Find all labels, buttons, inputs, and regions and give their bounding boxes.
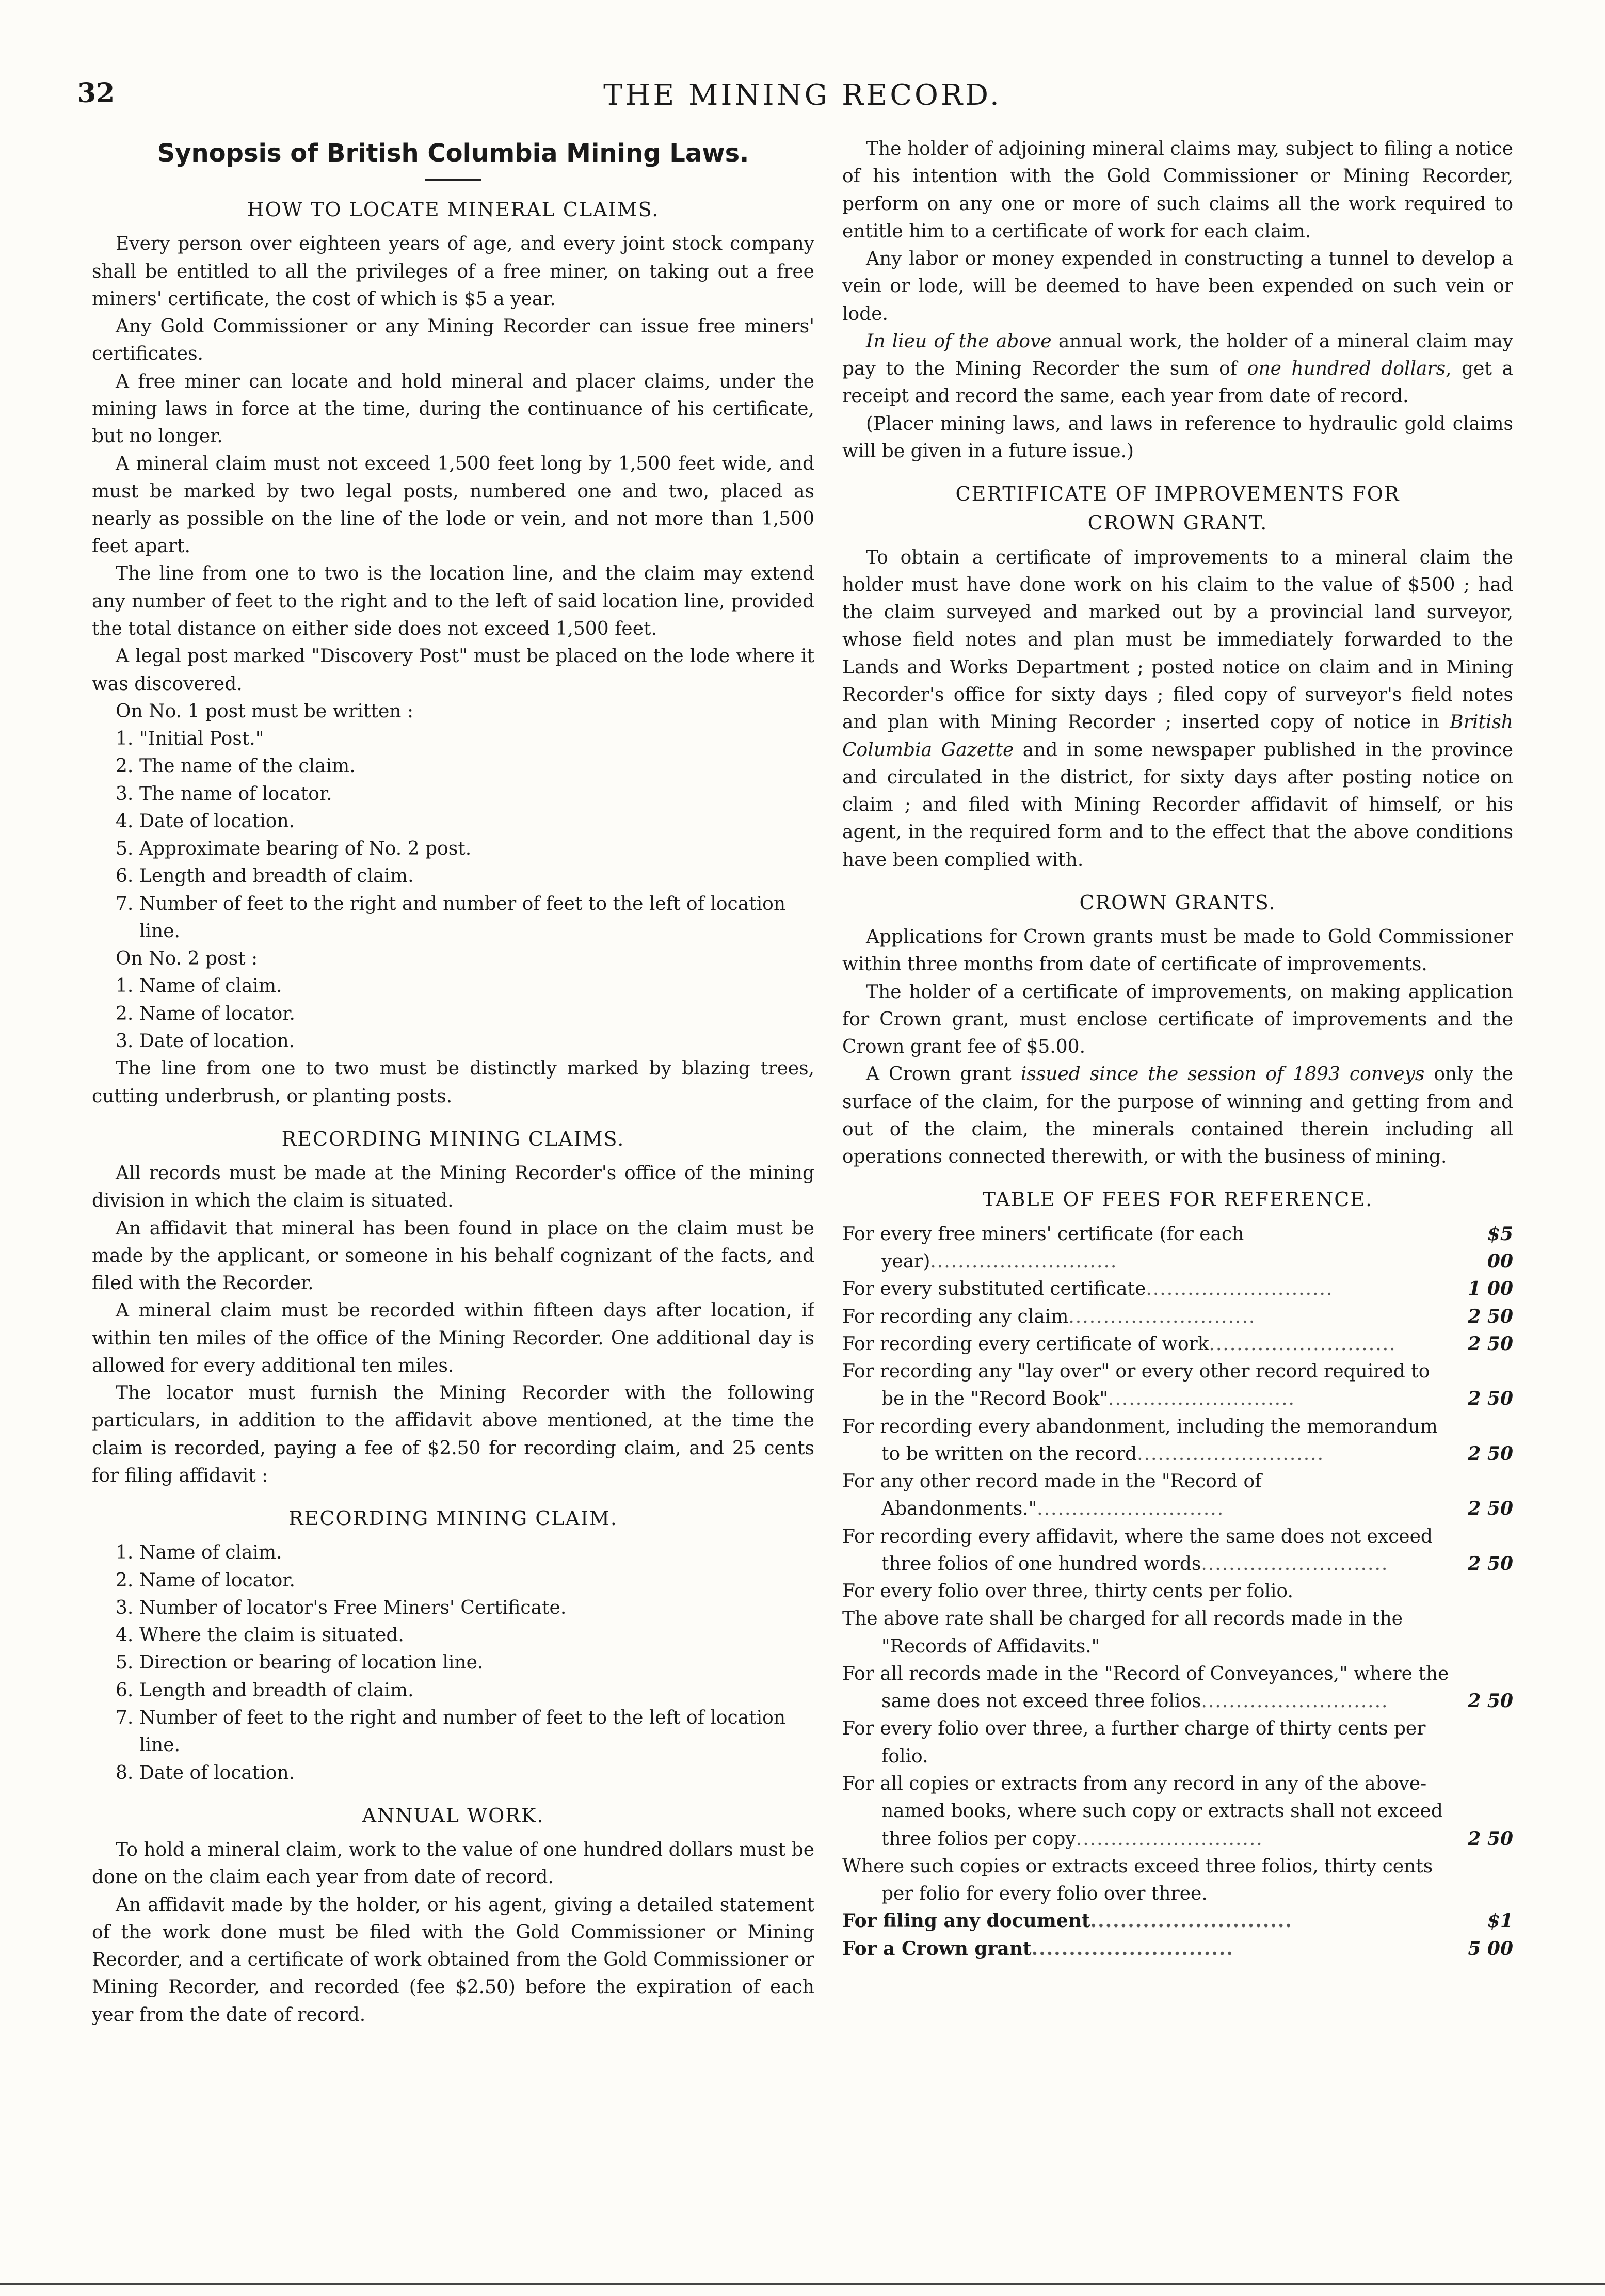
dot-leader: ........................... [1037,1498,1225,1520]
heading-annual-work: ANNUAL WORK. [362,1804,544,1827]
paragraph: A free miner can locate and hold mineral and placer claims, under the mining laws in force at the time, during the continuance of his certificate, but no longer. [92,371,814,447]
list-number: 1. [116,728,134,750]
list-number: 4. [116,810,134,832]
fee-amount: 1 00 [1468,1278,1513,1300]
fee-description-text: For recording any claim [842,1306,1069,1327]
list-text: Number of feet to the right and number of feet to the left of location line. [139,893,786,942]
fee-description-text: For recording every certificate of work [842,1333,1209,1355]
fee-description-text: For recording any "lay over" or every other record required to be in the "Record Book" [842,1361,1430,1410]
fee-row [842,1715,1513,1770]
list-item [92,1649,814,1676]
list-number: 2. [116,1003,134,1024]
heading-line: CROWN GRANT. [1087,511,1268,535]
fee-description [842,1221,1456,1276]
paragraph: Any Gold Commissioner or any Mining Recorder can issue free miners' certificates. [92,316,814,365]
list-number: 7. [116,1707,134,1729]
list-item [92,1704,814,1759]
list-item [92,725,814,752]
fee-description [842,1468,1456,1523]
fee-description-text: For filing any document [842,1910,1090,1932]
list-item [92,808,814,835]
list-item [92,1621,814,1649]
list-text: Where the claim is situated. [139,1625,404,1646]
page-number: 32 [77,77,115,109]
post2-intro: On No. 2 post : [116,948,258,970]
bottom-rule [0,2283,1605,2285]
heading-line: CERTIFICATE OF IMPROVEMENTS FOR [955,483,1400,506]
text: and in some newspaper published in the province and circulated in the district, for sixty days after posting notice on claim ; and filed with Mining Recorder affidavit of himself, or his agent, in the required form and to the effect that the above conditions have been complied with. [842,739,1513,871]
fee-description-text: For every folio over three, thirty cents per folio. [842,1581,1293,1602]
list-item [92,1677,814,1704]
text: To obtain a certificate of improvements to a mineral claim the holder must have done work on his claim to the value of $500 ; had the claim surveyed and marked out by a provincial land surveyor, whose field notes and plan must be immediately forwarded to the Lands and Works Department ; posted notice on claim and in Mining Recorder's office for sixty days ; filed copy of surveyor's field notes and plan with Mining Recorder ; inserted copy of notice in [842,547,1513,733]
list-text: Name of locator. [139,1003,295,1024]
fee-description [842,1358,1456,1413]
paragraph [842,328,1513,410]
fee-amount: 2 50 [1468,1827,1513,1850]
list-number: 3. [116,1030,134,1052]
paragraph: Every person over eighteen years of age, and every joint stock company shall be entitled to all the privileges of a free miner, on taking out a free miners' certificate, the cost of which is $5 a year. [92,233,814,310]
list-text: Approximate bearing of No. 2 post. [139,838,472,860]
paragraph: The line from one to two is the location line, and the claim may extend any number of feet to the right and to the left of said location line, provided the total distance on either side does not exceed 1,500 feet. [92,563,814,639]
paragraph: The locator must furnish the Mining Recorder with the following particulars, in addition to the affidavit above mentioned, at the time the claim is recorded, paying a fee of $2.50 for recording claim, and 25 cents for filing affidavit : [92,1383,814,1486]
fee-description-text: For every substituted certificate [842,1278,1146,1300]
dot-leader: ........................... [1146,1278,1334,1300]
dot-leader: ........................... [1031,1937,1234,1960]
fee-table [842,1221,1513,1963]
fee-row [842,1468,1513,1523]
fee-row [842,1358,1513,1413]
heading-recording: RECORDING MINING CLAIMS. [281,1127,625,1150]
fee-description-text: For all records made in the "Record of Conveyances," where the same does not exceed three folios [842,1663,1449,1712]
heading-crown-grants: CROWN GRANTS. [1079,891,1276,914]
fee-amount: 2 50 [1468,1498,1513,1520]
fee-description [842,1935,1456,1963]
list-item [92,1027,814,1055]
heading-recording-claim: RECORDING MINING CLAIM. [288,1507,618,1530]
fee-row [842,1935,1513,1963]
fee-description-text: For every folio over three, a further charge of thirty cents per folio. [842,1718,1426,1767]
list-number: 7. [116,893,134,914]
paragraph [842,544,1513,874]
list-text: Date of location. [139,810,295,832]
paragraph: An affidavit made by the holder, or his agent, giving a detailed statement of the work done must be filed with the Gold Commissioner or Mining Recorder, and a certificate of work obtained from the Gold Commissioner or Mining Recorder, and recorded (fee $2.50) before the expiration of each year from the date of record. [92,1894,814,2026]
post1-intro: On No. 1 post must be written : [116,700,414,722]
heading-locate: HOW TO LOCATE MINERAL CLAIMS. [247,198,660,221]
list-item [92,1594,814,1621]
fee-amount: 2 50 [1468,1332,1513,1355]
fee-description [842,1770,1456,1853]
fee-description-text: For all copies or extracts from any record in any of the above-named books, where such copy or extracts shall not exceed three folios per copy [842,1773,1443,1850]
article-title: Synopsis of British Columbia Mining Laws. [157,139,749,168]
list-number: 4. [116,1625,134,1646]
fee-row [842,1853,1513,1908]
fee-description-text: For every free miners' certificate (for each year) [842,1223,1244,1272]
list-number: 1. [116,975,134,997]
list-text: Number of feet to the right and number of feet to the left of location line. [139,1707,786,1756]
fee-amount: $5 00 [1487,1223,1513,1272]
paragraph: A mineral claim must be recorded within fifteen days after location, if within ten miles of the office of the Mining Recorder. One additional day is allowed for every additional ten miles. [92,1300,814,1376]
fee-row [842,1523,1513,1578]
fee-description [842,1715,1456,1770]
fee-description-text: The above rate shall be charged for all records made in the "Records of Affidavits." [842,1608,1403,1657]
list-text: Length and breadth of claim. [139,1679,414,1701]
list-number: 2. [116,1569,134,1591]
fee-row [842,1578,1513,1605]
text: , get a receipt and record the same, each year from date of record. [842,358,1513,407]
fee-amount: 2 50 [1468,1388,1513,1410]
heading-fees: TABLE OF FEES FOR REFERENCE. [982,1188,1373,1211]
list-number: 1. [116,1542,134,1564]
list-item [92,1567,814,1594]
list-number: 3. [116,783,134,805]
paragraph: Applications for Crown grants must be made to Gold Commissioner within three months from date of certificate of improvements. [842,926,1513,975]
fee-amount: 2 50 [1468,1552,1513,1575]
fee-description-text: For recording every abandonment, including the memorandum to be written on the record [842,1416,1438,1465]
fee-row [842,1660,1513,1715]
list-number: 5. [116,1652,134,1674]
placer-note: (Placer mining laws, and laws in reference to hydraulic gold claims will be given in a future issue.) [842,413,1513,462]
dot-leader: ........................... [1201,1553,1389,1575]
list-text: Name of locator. [139,1569,295,1591]
list-number: 3. [116,1597,134,1618]
fee-description [842,1578,1456,1605]
paragraph: The holder of a certificate of improvements, on making application for Crown grant, must enclose certificate of improvements and the Crown grant fee of $5.00. [842,981,1513,1058]
fee-description [842,1330,1456,1358]
italic-text: In lieu of the above [866,330,1052,352]
fee-row [842,1413,1513,1468]
fee-description-text: Where such copies or extracts exceed three folios, thirty cents per folio for every folio over three. [842,1855,1433,1905]
list-number: 6. [116,865,134,887]
list-item [92,1539,814,1566]
fee-row [842,1605,1513,1660]
fee-description-text: For recording every affidavit, where the same does not exceed three folios of one hundred words [842,1526,1433,1575]
paragraph: A legal post marked "Discovery Post" must be placed on the lode where it was discovered. [92,646,814,695]
list-number: 5. [116,838,134,860]
fee-row [842,1907,1513,1935]
right-column [842,135,1513,2229]
heading-certificate [842,479,1513,537]
list-text: The name of the claim. [139,756,356,777]
paragraph: To hold a mineral claim, work to the value of one hundred dollars must be done on the claim each year from date of record. [92,1839,814,1888]
fee-row [842,1303,1513,1330]
list-text: Name of claim. [139,1542,282,1564]
post1-list [92,725,814,945]
post2-list [92,972,814,1055]
fee-amount: $1 [1487,1910,1513,1932]
fee-description [842,1907,1456,1935]
fee-amount: 5 00 [1468,1937,1513,1960]
dot-leader: ........................... [1076,1828,1263,1850]
fee-description [842,1275,1456,1303]
title-rule [425,179,481,181]
list-item [92,1000,814,1027]
text: annual work, the holder of a mineral claim may pay to the Mining Recorder the sum of [842,330,1513,380]
paragraph: The line from one to two must be distinctly marked by blazing trees, cutting underbrush, or planting posts. [92,1058,814,1107]
fee-amount: 2 50 [1468,1305,1513,1327]
list-item [92,972,814,1000]
fee-description-text: For a Crown grant [842,1937,1032,1960]
dot-leader: ........................... [930,1250,1118,1272]
fee-amount: 2 50 [1468,1442,1513,1465]
paragraph: Any labor or money expended in constructing a tunnel to develop a vein or lode, will be deemed to have been expended on such vein or lode. [842,248,1513,325]
dot-leader: ........................... [1108,1388,1295,1410]
fee-description [842,1853,1456,1908]
dot-leader: ........................... [1201,1691,1389,1712]
list-number: 2. [116,756,134,777]
list-text: The name of locator. [139,783,332,805]
text: A Crown grant [866,1064,1021,1085]
fee-row [842,1275,1513,1303]
list-number: 8. [116,1762,134,1784]
fee-amount: 2 50 [1468,1690,1513,1712]
fee-description-text: For any other record made in the "Record of Abandonments." [842,1471,1262,1520]
recording-claim-list [92,1539,814,1786]
dot-leader: ........................... [1090,1910,1293,1932]
fee-description [842,1605,1456,1660]
italic-text: one hundred dollars [1247,358,1446,380]
paragraph [842,1061,1513,1170]
fee-description [842,1660,1456,1715]
left-column [92,135,814,2229]
paragraph: An affidavit that mineral has been found in place on the claim must be made by the applicant, or someone in his behalf cognizant of the facts, and filed with the Recorder. [92,1217,814,1294]
fee-description [842,1523,1456,1578]
list-item [92,890,814,945]
list-text: Number of locator's Free Miners' Certificate. [139,1597,567,1618]
fee-description [842,1303,1456,1330]
running-title: THE MINING RECORD. [603,78,1002,112]
dot-leader: ........................... [1068,1306,1256,1327]
paragraph: The holder of adjoining mineral claims may, subject to filing a notice of his intention with the Gold Commissioner or Mining Recorder, perform on any one or more of such claims all the work required to entitle him to a certificate of work for each claim. [842,138,1513,242]
italic-text: issued since the session of 1893 conveys [1020,1064,1425,1085]
italic-text: British Columbia Gazette [842,712,1513,761]
list-number: 6. [116,1679,134,1701]
list-text: Date of location. [139,1762,295,1784]
text: only the surface of the claim, for the purpose of winning and getting from and out of the claim, the minerals contained therein including all operations connected therewith, or with the business of mining. [842,1064,1513,1168]
fee-row [842,1770,1513,1853]
fee-description [842,1413,1456,1468]
list-text: "Initial Post." [139,728,264,750]
fee-row [842,1330,1513,1358]
paragraph: A mineral claim must not exceed 1,500 feet long by 1,500 feet wide, and must be marked by two legal posts, numbered one and two, placed as nearly as possible on the line of the lode or vein, and not more than 1,500 feet apart. [92,453,814,557]
paragraph: All records must be made at the Mining Recorder's office of the mining division in which the claim is situated. [92,1163,814,1212]
dot-leader: ........................... [1137,1443,1325,1465]
dot-leader: ........................... [1209,1333,1397,1355]
list-item [92,835,814,862]
list-text: Length and breadth of claim. [139,865,414,887]
list-item [92,1759,814,1787]
list-text: Name of claim. [139,975,282,997]
list-item [92,780,814,808]
list-item [92,862,814,890]
fee-row [842,1221,1513,1276]
list-text: Date of location. [139,1030,295,1052]
list-text: Direction or bearing of location line. [139,1652,484,1674]
list-item [92,752,814,780]
